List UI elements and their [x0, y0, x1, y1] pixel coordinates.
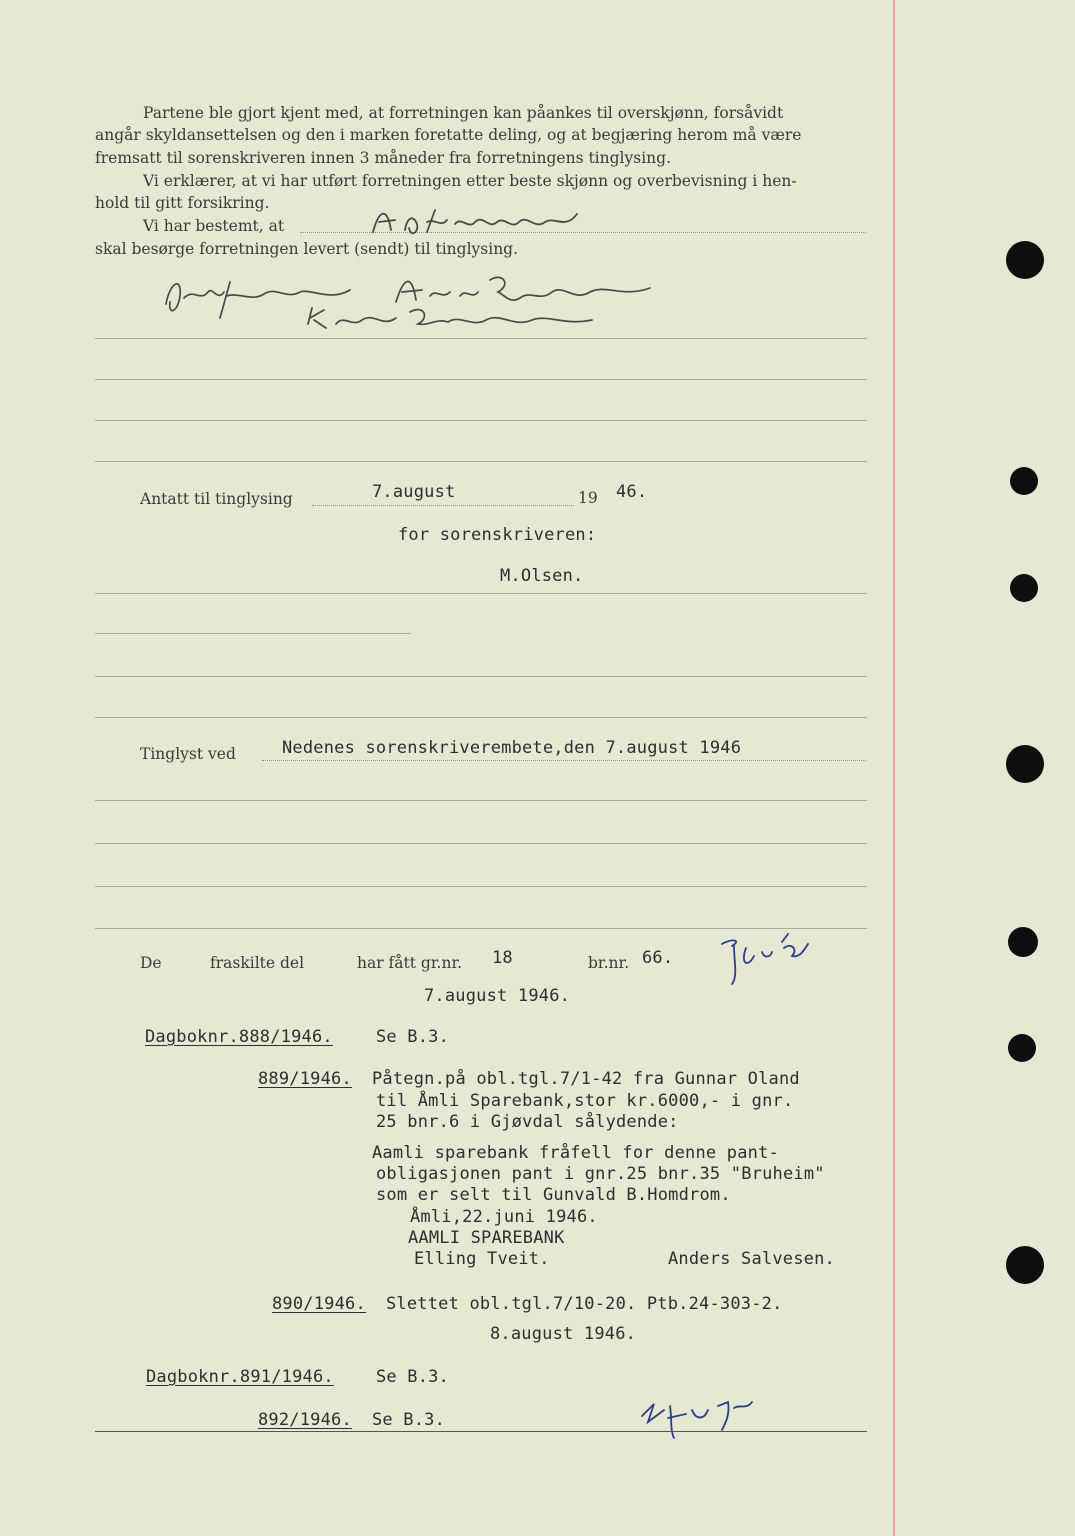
intro-line: angår skyldansettelsen og den i marken foretatte deling, og at begjæring herom må være: [95, 126, 802, 144]
ruled-line: [95, 843, 867, 844]
entry-890-text: Slettet obl.tgl.7/10-20. Ptb.24-303-2.: [386, 1294, 783, 1314]
ruled-line: [95, 633, 411, 634]
ruled-line: [95, 1431, 867, 1432]
entry-891-number: Dagboknr.891/1946.: [146, 1367, 334, 1387]
handwritten-signature: [365, 200, 595, 240]
intro-line: fremsatt til sorenskriveren innen 3 måneder fra forretningens tinglysing.: [95, 149, 672, 167]
fraskilt-word: fraskilte del: [210, 954, 305, 972]
binder-hole: [1008, 1034, 1036, 1062]
binder-hole: [1006, 1246, 1044, 1284]
entry-889-quote: Åmli,22.juni 1946.: [410, 1207, 598, 1227]
binder-hole: [1008, 927, 1038, 957]
intro-line: Partene ble gjort kjent med, at forretningen kan påankes til overskjønn, forsåvidt: [143, 104, 784, 122]
antatt-date: 7.august: [372, 482, 456, 502]
intro-line: Vi har bestemt, at: [143, 217, 285, 235]
ruled-line: [95, 717, 867, 718]
entry-889-quote: som er selt til Gunvald B.Homdrom.: [376, 1185, 731, 1205]
entry-892-text: Se B.3.: [372, 1410, 446, 1430]
ruled-line: [95, 420, 867, 421]
entry-891-text: Se B.3.: [376, 1367, 450, 1387]
antatt-year-suffix: 46.: [616, 482, 648, 502]
fraskilt-word: har fått gr.nr.: [357, 954, 463, 972]
entry-890-date: 8.august 1946.: [490, 1324, 637, 1344]
ruled-line: [95, 800, 867, 801]
entry-892-number: 892/1946.: [258, 1410, 352, 1430]
tinglyst-value: Nedenes sorenskriverembete,den 7.august 1946: [282, 738, 742, 758]
entry-889-signer: Anders Salvesen.: [668, 1249, 835, 1269]
entry-890-number: 890/1946.: [272, 1294, 366, 1314]
fraskilt-gnr: 18: [492, 948, 513, 968]
handwritten-initials: [712, 928, 822, 992]
intro-line: Vi erklærer, at vi har utført forretningen etter beste skjønn og overbevisning i hen-: [143, 172, 797, 190]
ruled-line: [95, 379, 867, 380]
entry-889-line: 25 bnr.6 i Gjøvdal sålydende:: [376, 1112, 679, 1132]
ruled-line: [95, 593, 867, 594]
intro-line: hold til gitt forsikring.: [95, 194, 270, 212]
fraskilt-bnr: 66.: [642, 948, 674, 968]
ruled-line: [95, 676, 867, 677]
binder-hole: [1010, 467, 1038, 495]
ruled-line: [95, 338, 867, 339]
entry-888-text: Se B.3.: [376, 1027, 450, 1047]
fill-line: [262, 760, 866, 761]
fill-line: [312, 505, 574, 506]
antatt-label: Antatt til tinglysing: [140, 490, 293, 508]
tinglyst-label: Tinglyst ved: [140, 745, 236, 763]
ruled-line: [95, 886, 867, 887]
handwritten-initials: [634, 1392, 764, 1442]
entry-889-quote: AAMLI SPAREBANK: [408, 1228, 565, 1248]
entry-889-line: Påtegn.på obl.tgl.7/1-42 fra Gunnar Oland: [372, 1069, 800, 1089]
antatt-for-line: for sorenskriveren:: [398, 525, 597, 545]
fraskilt-date: 7.august 1946.: [424, 986, 571, 1006]
binder-hole: [1010, 574, 1038, 602]
antatt-year-prefix: 19: [578, 489, 598, 507]
margin-line: [893, 0, 895, 1536]
entry-889-number: 889/1946.: [258, 1069, 352, 1089]
entry-889-line: til Åmli Sparebank,stor kr.6000,- i gnr.: [376, 1091, 794, 1111]
handwritten-signatures: [160, 262, 660, 347]
entry-889-signer: Elling Tveit.: [414, 1249, 550, 1269]
binder-hole: [1006, 241, 1044, 279]
entry-888-number: Dagboknr.888/1946.: [145, 1027, 333, 1047]
fraskilt-word: br.nr.: [588, 954, 630, 972]
antatt-signer: M.Olsen.: [500, 566, 584, 586]
ruled-line: [95, 461, 867, 462]
fraskilt-word: De: [140, 954, 162, 972]
intro-line: skal besørge forretningen levert (sendt) til tinglysing.: [95, 240, 519, 258]
entry-889-quote: obligasjonen pant i gnr.25 bnr.35 "Bruheim": [376, 1164, 825, 1184]
binder-hole: [1006, 745, 1044, 783]
entry-889-quote: Aamli sparebank fråfell for denne pant-: [372, 1143, 779, 1163]
